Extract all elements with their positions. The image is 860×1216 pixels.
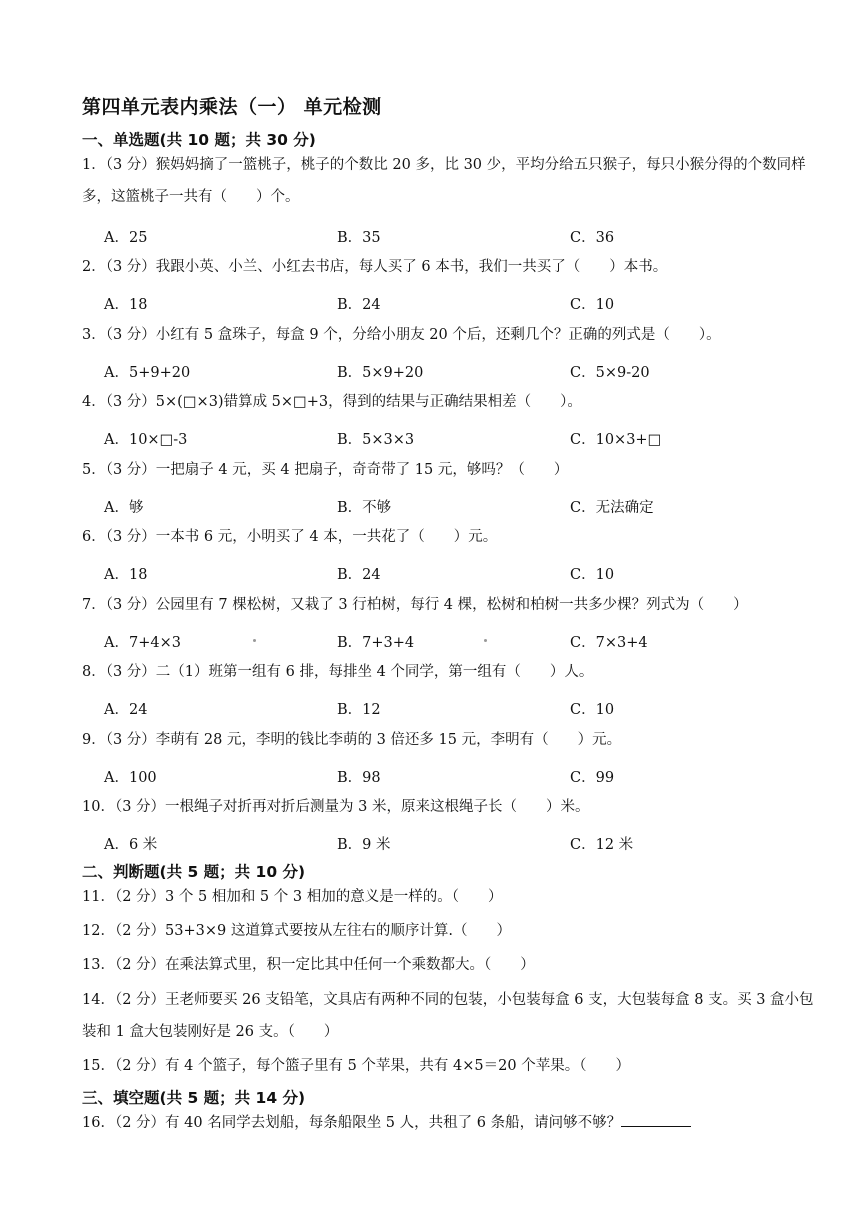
option-8c: C．10 <box>570 702 615 718</box>
question-16-text: 16．（2 分）有 40 名同学去划船，每条船限坐 5 人，共租了 6 条船，请问够不够？ <box>82 1115 622 1131</box>
option-10b: B．9 米 <box>337 837 391 853</box>
option-6c: C．10 <box>570 567 615 583</box>
option-8a: A．24 <box>104 702 148 718</box>
section-heading-single-choice: 一、单选题(共 10 题；共 30 分) <box>82 131 316 149</box>
question-13: 13．（2 分）在乘法算式里，积一定比其中任何一个乘数都大。（ ） <box>82 957 535 973</box>
page-title: 第四单元表内乘法（一） 单元检测 <box>82 96 382 118</box>
option-5c: C．无法确定 <box>570 500 654 516</box>
option-4c: C．10×3+□ <box>570 432 662 448</box>
question-1: 1．（3 分）猴妈妈摘了一篮桃子，桃子的个数比 20 多，比 30 少，平均分给五只猴子，每只小猴分得的个数同样多，这篮桃子一共有（ ）个。 <box>82 157 806 205</box>
option-2b: B．24 <box>337 297 381 313</box>
scan-dot <box>484 639 487 642</box>
option-2c: C．10 <box>570 297 615 313</box>
option-7a: A．7+4×3 <box>104 635 181 651</box>
section-heading-true-false: 二、判断题(共 5 题；共 10 分) <box>82 863 306 881</box>
scan-dot <box>253 639 256 642</box>
option-1a: A．25 <box>104 230 148 246</box>
question-16 <box>82 1107 817 1139</box>
question-15: 15．（2 分）有 4 个篮子，每个篮子里有 5 个苹果，共有 4×5＝20 个苹果。（ ） <box>82 1058 630 1074</box>
question-4: 4．（3 分）5×(□×3)错算成 5×□+3，得到的结果与正确结果相差（ ）。 <box>82 394 582 410</box>
option-7c: C．7×3+4 <box>570 635 648 651</box>
option-3c: C．5×9-20 <box>570 365 650 381</box>
option-3b: B．5×9+20 <box>337 365 424 381</box>
answer-blank[interactable] <box>621 1112 691 1127</box>
option-10c: C．12 米 <box>570 837 634 853</box>
question-9: 9．（3 分）李萌有 28 元，李明的钱比李萌的 3 倍还多 15 元，李明有（ ）元。 <box>82 732 622 748</box>
option-7b: B．7+3+4 <box>337 635 415 651</box>
option-4b: B．5×3×3 <box>337 432 415 448</box>
option-5b: B．不够 <box>337 500 392 516</box>
option-3a: A．5+9+20 <box>104 365 191 381</box>
question-10: 10．（3 分）一根绳子对折再对折后测量为 3 米，原来这根绳子长（ ）米。 <box>82 799 590 815</box>
question-3: 3．（3 分）小红有 5 盒珠子，每盒 9 个，分给小朋友 20 个后，还剩几个？正确的列式是（ ）。 <box>82 327 721 343</box>
option-4a: A．10×□-3 <box>104 432 188 448</box>
option-5a: A．够 <box>104 500 144 516</box>
option-6a: A．18 <box>104 567 148 583</box>
question-6: 6．（3 分）一本书 6 元，小明买了 4 本，一共花了（ ）元。 <box>82 529 498 545</box>
section-heading-fill-in: 三、填空题(共 5 题；共 14 分) <box>82 1089 306 1107</box>
question-12: 12．（2 分）53+3×9 这道算式要按从左往右的顺序计算.（ ） <box>82 923 511 939</box>
option-9b: B．98 <box>337 770 381 786</box>
option-6b: B．24 <box>337 567 381 583</box>
option-9a: A．100 <box>104 770 157 786</box>
question-2: 2．（3 分）我跟小英、小兰、小红去书店，每人买了 6 本书，我们一共买了（ ）本书。 <box>82 259 668 275</box>
question-5: 5．（3 分）一把扇子 4 元，买 4 把扇子，奇奇带了 15 元，够吗？（ ） <box>82 462 569 478</box>
question-7: 7．（3 分）公园里有 7 棵松树，又栽了 3 行柏树，每行 4 棵，松树和柏树一共多少棵？列式为（ ） <box>82 597 748 613</box>
question-11: 11．（2 分）3 个 5 相加和 5 个 3 相加的意义是一样的。（ ） <box>82 889 503 905</box>
option-9c: C．99 <box>570 770 615 786</box>
option-8b: B．12 <box>337 702 381 718</box>
question-14: 14．（2 分）王老师要买 26 支铅笔，文具店有两种不同的包装，小包装每盒 6 支，大包装每盒 8 支。买 3 盒小包装和 1 盒大包装刚好是 26 支。（ ） <box>82 992 814 1040</box>
option-1c: C．36 <box>570 230 615 246</box>
option-10a: A．6 米 <box>104 837 158 853</box>
question-8: 8．（3 分）二（1）班第一组有 6 排，每排坐 4 个同学，第一组有（ ）人。 <box>82 664 594 680</box>
option-1b: B．35 <box>337 230 381 246</box>
option-2a: A．18 <box>104 297 148 313</box>
